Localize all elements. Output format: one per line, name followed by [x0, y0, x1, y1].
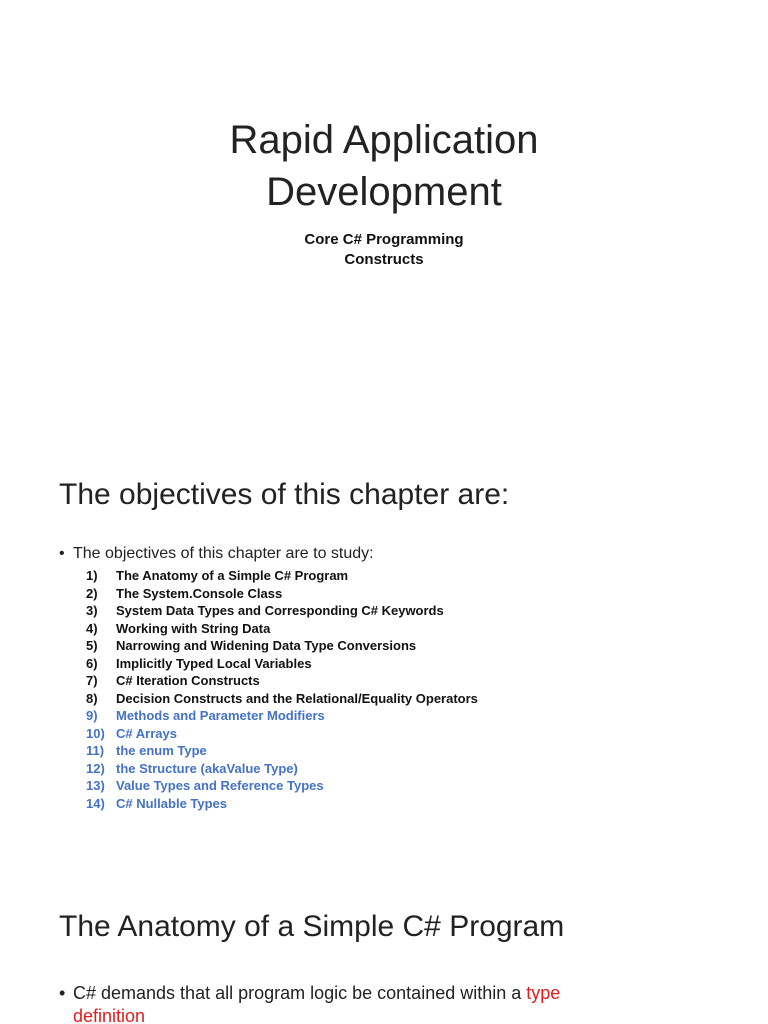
bullet-dot-icon: • — [59, 983, 66, 1003]
list-item — [86, 690, 478, 708]
presentation-subtitle — [0, 230, 768, 270]
list-item-text: the enum Type — [116, 743, 207, 758]
list-item-text: the Structure (akaValue Type) — [116, 760, 298, 776]
list-item — [86, 795, 478, 813]
anatomy-heading: The Anatomy of a Simple C# Program — [59, 910, 565, 943]
objectives-slide — [0, 432, 768, 864]
list-item — [86, 672, 478, 690]
list-item-text: Methods and Parameter Modifiers — [116, 708, 325, 723]
title-line-2: Development — [266, 170, 502, 214]
title-slide — [0, 0, 768, 432]
list-item — [86, 620, 478, 638]
presentation-title — [0, 114, 768, 218]
objectives-bullet-text: The objectives of this chapter are to study: — [73, 545, 374, 562]
list-item-text: C# Nullable Types — [116, 795, 228, 811]
list-item-text: System Data Types and Corresponding C# Keywords — [116, 603, 444, 618]
list-item-number: 4) — [86, 620, 98, 636]
list-item-text: C# Iteration Constructs — [116, 673, 260, 688]
list-item — [86, 742, 478, 760]
anatomy-slide — [0, 864, 768, 1024]
list-item-text: Decision Constructs and the Relational/Equality Operators — [116, 690, 478, 706]
list-item-text: Narrowing and Widening Data Type Conversions — [116, 638, 417, 653]
list-item-number: 12) — [86, 760, 105, 776]
objectives-bullet — [59, 545, 374, 563]
list-item-text: The Anatomy of a Simple C# Program — [116, 568, 349, 583]
list-item-number: 3) — [86, 603, 98, 618]
list-item-number: 2) — [86, 585, 98, 601]
list-item-text: Implicitly Typed Local Variables — [116, 655, 312, 671]
anatomy-bullet — [59, 982, 560, 1024]
subtitle-line-1: Core C# Programming — [304, 231, 464, 248]
list-item — [86, 637, 478, 655]
anatomy-bullet-text: C# demands that all program logic be contained within a — [73, 983, 527, 1003]
list-item — [86, 707, 478, 725]
subtitle-line-2: Constructs — [344, 251, 424, 268]
type-highlight: type — [526, 983, 561, 1003]
list-item — [86, 777, 478, 795]
list-item-text: C# Arrays — [116, 725, 177, 741]
list-item — [86, 725, 478, 743]
list-item-number: 13) — [86, 778, 105, 793]
list-item-text: Value Types and Reference Types — [116, 778, 324, 793]
list-item-text: The System.Console Class — [116, 585, 283, 601]
definition-highlight: definition — [73, 1006, 146, 1024]
objectives-heading: The objectives of this chapter are: — [59, 478, 510, 511]
list-item-number: 8) — [86, 690, 98, 706]
list-item — [86, 655, 478, 673]
list-item-number: 5) — [86, 638, 98, 653]
list-item-number: 11) — [86, 743, 105, 758]
objectives-list — [86, 567, 478, 812]
list-item — [86, 585, 478, 603]
list-item — [86, 760, 478, 778]
list-item-number: 1) — [86, 568, 98, 583]
list-item-number: 6) — [86, 655, 98, 671]
list-item-number: 7) — [86, 673, 98, 688]
list-item-number: 14) — [86, 795, 105, 811]
list-item-text: Working with String Data — [116, 620, 271, 636]
list-item — [86, 567, 478, 585]
bullet-dot-icon: • — [59, 545, 65, 562]
list-item-number: 9) — [86, 708, 98, 723]
list-item — [86, 602, 478, 620]
title-line-1: Rapid Application — [229, 118, 539, 162]
list-item-number: 10) — [86, 725, 105, 741]
